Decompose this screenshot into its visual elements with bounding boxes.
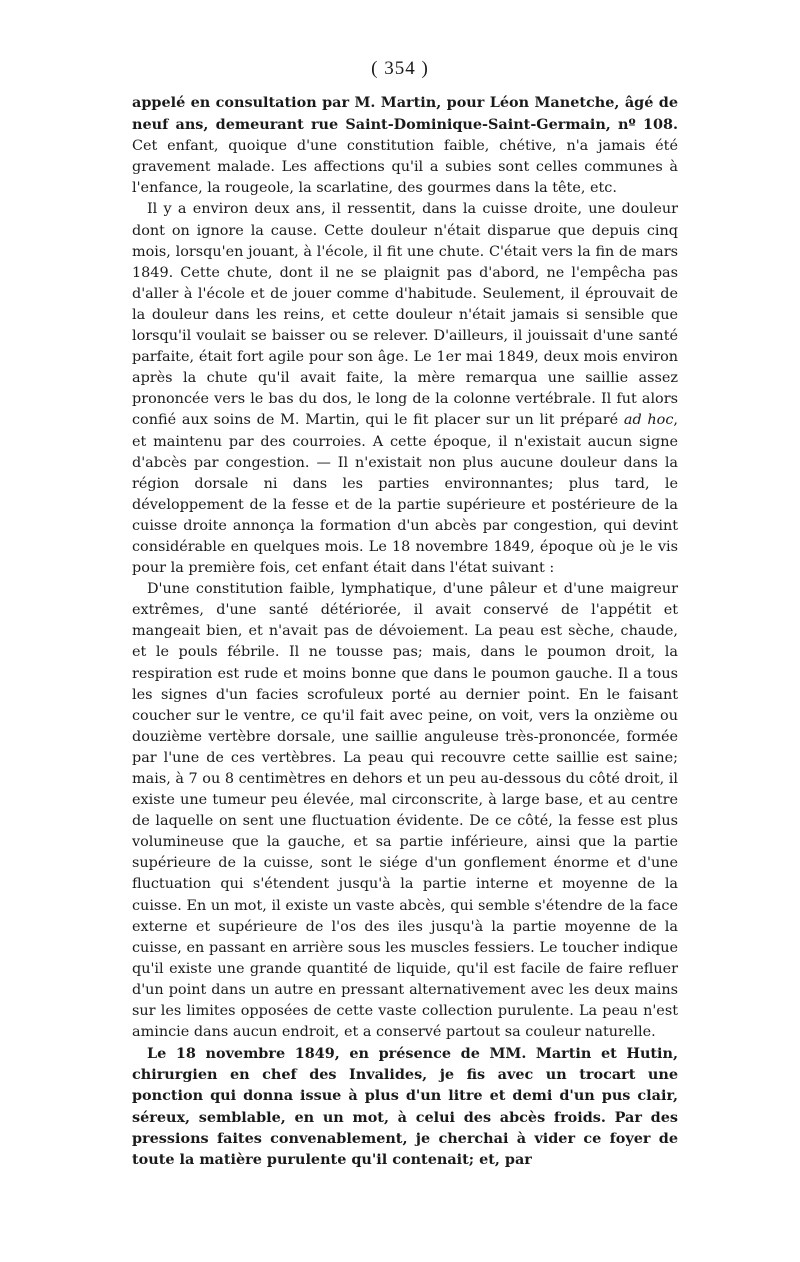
paragraph-2 — [132, 199, 678, 579]
paragraph-2-italic: ad hoc — [623, 412, 674, 429]
paragraph-2-text-a: Il y a environ deux ans, il ressentit, dans la cuisse droite, une douleur dont on ignore la cause. Cette douleur n'était disparue que depuis cinq mois, lorsqu'en jouant, à l'école, il fit une chute. C'était vers la fin de mars 1849. Cette chute, dont il ne se plaignit pas d'abord, ne l'empêcha pas d'aller à l'école et de jouer comme d'habitude. Seulement, il éprouvait de la douleur dans les reins, et cette douleur n'était jamais si sensible que lorsqu'il voulait se baisser ou se relever. D'ailleurs, il jouissait d'une santé parfaite, était fort agile pour son âge. Le 1er mai 1849, deux mois environ après la chute qu'il avait faite, la mère remarqua une saillie assez prononcée vers le bas du dos, le long de la colonne vertébrale. Il fut alors confié aux soins de M. Martin, qui le fit placer sur un lit préparé — [132, 201, 678, 429]
paragraph-2-text-b: , et maintenu par des courroies. A cette époque, il n'existait aucun signe d'abcès par congestion. — Il n'existait non plus aucune douleur dans la région dorsale ni dans les parties environnantes; plus tard, le développement de la fesse et de la partie supérieure et postérieure de la cuisse droite annonça la formation d'un abcès par congestion, qui devint considérable en quelques mois. Le 18 novembre 1849, époque où je le vis pour la première fois, cet enfant était dans l'état suivant : — [132, 412, 678, 577]
paragraph-4: Le 18 novembre 1849, en présence de MM. Martin et Hutin, chirurgien en chef des Invalides, je fis avec un trocart une ponction qui donna issue à plus d'un litre et demi d'un pus clair, séreux, semblable, en un mot, à celui des abcès froids. Par des pressions faites convenablement, je cherchai à vider ce foyer de toute la matière purulente qu'il contenait; et, par — [132, 1045, 678, 1168]
body-text — [132, 92, 678, 1170]
paragraph-1-bold-lead: appelé en consultation par M. Martin, pour Léon Manetche, âgé de neuf ans, demeurant rue Saint-Dominique-Saint-Germain, nº 108. — [132, 94, 678, 134]
page-number: ( 354 ) — [371, 58, 429, 79]
paragraph-1 — [132, 92, 678, 199]
paragraph-3: D'une constitution faible, lymphatique, d'une pâleur et d'une maigreur extrêmes, d'une santé détériorée, il avait conservé de l'appétit et mangeait bien, et n'avait pas de dévoiement. La peau est sèche, chaude, et le pouls fébrile. Il ne tousse pas; mais, dans le poumon droit, la respiration est rude et moins bonne que dans le poumon gauche. Il a tous les signes d'un facies scrofuleux porté au dernier point. En le faisant coucher sur le ventre, ce qu'il fait avec peine, on voit, vers la onzième ou douzième vertèbre dorsale, une saillie anguleuse très-prononcée, formée par l'une de ces vertèbres. La peau qui recouvre cette saillie est saine; mais, à 7 ou 8 centimètres en dehors et un peu au-dessous du côté droit, il existe une tumeur peu élevée, mal circonscrite, à large base, et au centre de laquelle on sent une fluctuation évidente. De ce côté, la fesse est plus volumineuse que la gauche, et sa partie inférieure, ainsi que la partie supérieure de la cuisse, sont le siége d'un gonflement énorme et d'une fluctuation qui s'étendent jusqu'à la partie interne et moyenne de la cuisse. En un mot, il existe un vaste abcès, qui semble s'étendre de la face externe et supérieure de l'os des iles jusqu'à la partie moyenne de la cuisse, en passant en arrière sous les muscles fessiers. Le toucher indique qu'il existe une grande quantité de liquide, qu'il est facile de faire refluer d'un point dans un autre en pressant alternativement avec les deux mains sur les limites opposées de cette vaste collection purulente. La peau n'est amincie dans aucun endroit, et a conservé partout sa couleur naturelle. — [132, 581, 678, 1041]
paragraph-1-text: Cet enfant, quoique d'une constitution faible, chétive, n'a jamais été gravement malade. Les affections qu'il a subies sont celles communes à l'enfance, la rougeole, la scarlatine, des gourmes dans la tête, etc. — [132, 138, 678, 197]
